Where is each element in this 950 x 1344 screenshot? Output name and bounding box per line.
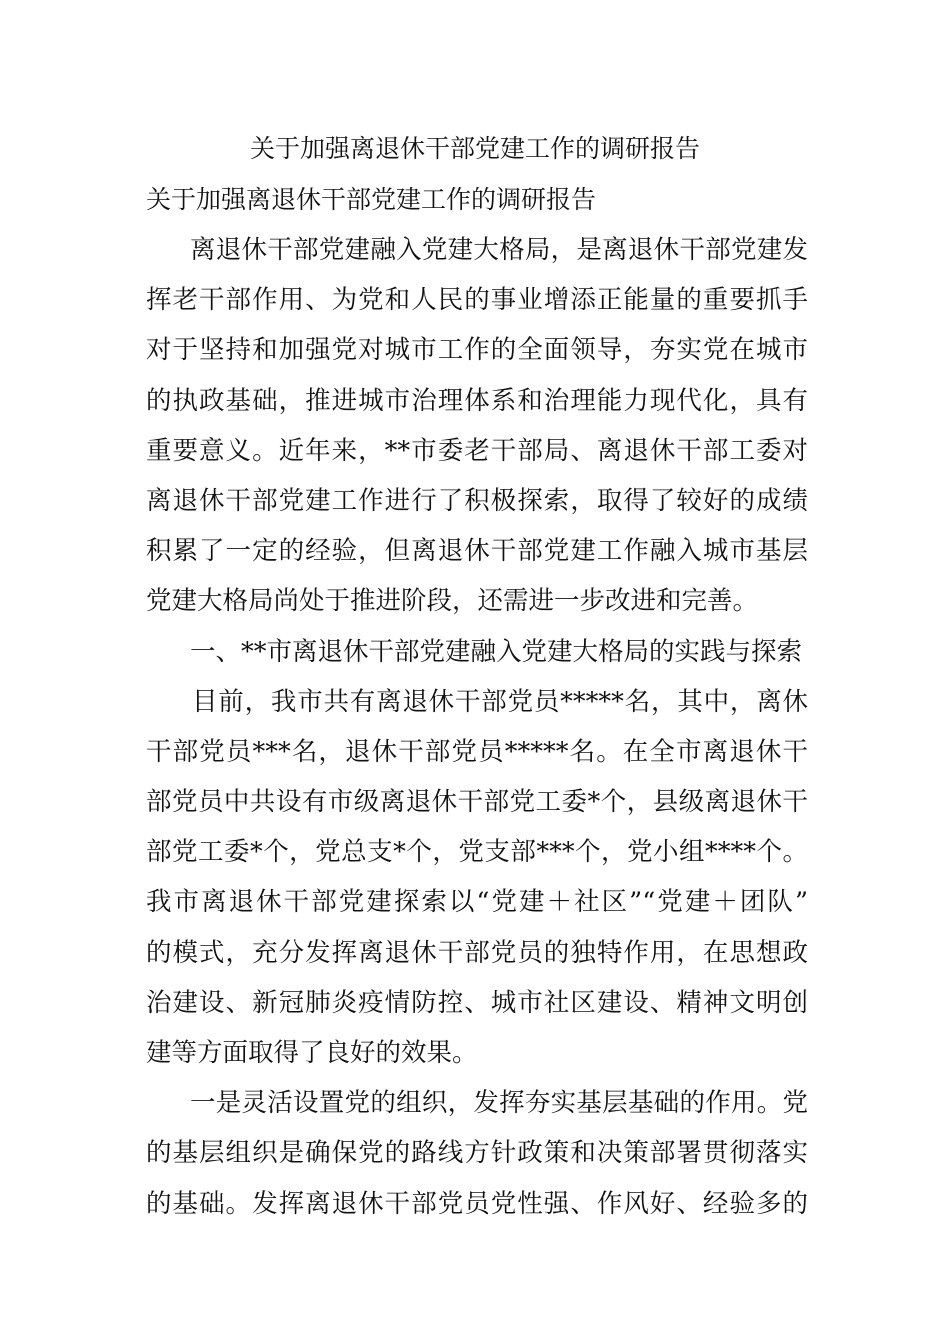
paragraph-line: 的基础。发挥离退休干部党员党性强、作风好、经验多的: [146, 1188, 808, 1219]
paragraph-line: 的模式，充分发挥离退休干部党员的独特作用，在思想政: [146, 937, 808, 968]
section-heading: 一、**市离退休干部党建融入党建大格局的实践与探索: [190, 636, 803, 667]
paragraph-line: 离退休干部党建融入党建大格局，是离退休干部党建发: [190, 235, 808, 265]
paragraph-line: 党建大格局尚处于推进阶段，还需进一步改进和完善。: [146, 586, 759, 617]
paragraph-line: 干部党员***名，退休干部党员*****名。在全市离退休干: [146, 736, 808, 767]
paragraph-line: 目前，我市共有离退休干部党员*****名，其中，离休: [192, 686, 808, 717]
paragraph-line: 的执政基础，推进城市治理体系和治理能力现代化，具有: [146, 385, 808, 416]
document-title: 关于加强离退休干部党建工作的调研报告: [249, 134, 700, 163]
paragraph-line: 部党工委*个，党总支*个，党支部***个，党小组****个。: [146, 837, 808, 868]
document-body: [146, 232, 808, 1236]
paragraph-line: 治建设、新冠肺炎疫情防控、城市社区建设、精神文明创: [146, 987, 808, 1018]
paragraph-line: 部党员中共设有市级离退休干部党工委*个，县级离退休干: [146, 787, 808, 818]
paragraph-line: 建等方面取得了良好的效果。: [146, 1038, 478, 1068]
paragraph-line: 积累了一定的经验，但离退休干部党建工作融入城市基层: [146, 536, 808, 567]
paragraph-line: 的基层组织是确保党的路线方针政策和决策部署贯彻落实: [146, 1138, 808, 1169]
paragraph-line: 挥老干部作用、为党和人民的事业增添正能量的重要抓手: [146, 285, 808, 316]
paragraph-line: 一是灵活设置党的组织，发挥夯实基层基础的作用。党: [190, 1088, 808, 1119]
paragraph-line: 离退休干部党建工作进行了积极探索，取得了较好的成绩: [146, 485, 808, 516]
paragraph-line: 我市离退休干部党建探索以“党建＋社区”“党建＋团队”: [146, 887, 808, 918]
paragraph-line: 对于坚持和加强党对城市工作的全面领导，夯实党在城市: [146, 335, 808, 366]
paragraph-line: 重要意义。近年来，**市委老干部局、离退休干部工委对: [146, 435, 808, 466]
document-subtitle: 关于加强离退休干部党建工作的调研报告: [146, 185, 597, 214]
